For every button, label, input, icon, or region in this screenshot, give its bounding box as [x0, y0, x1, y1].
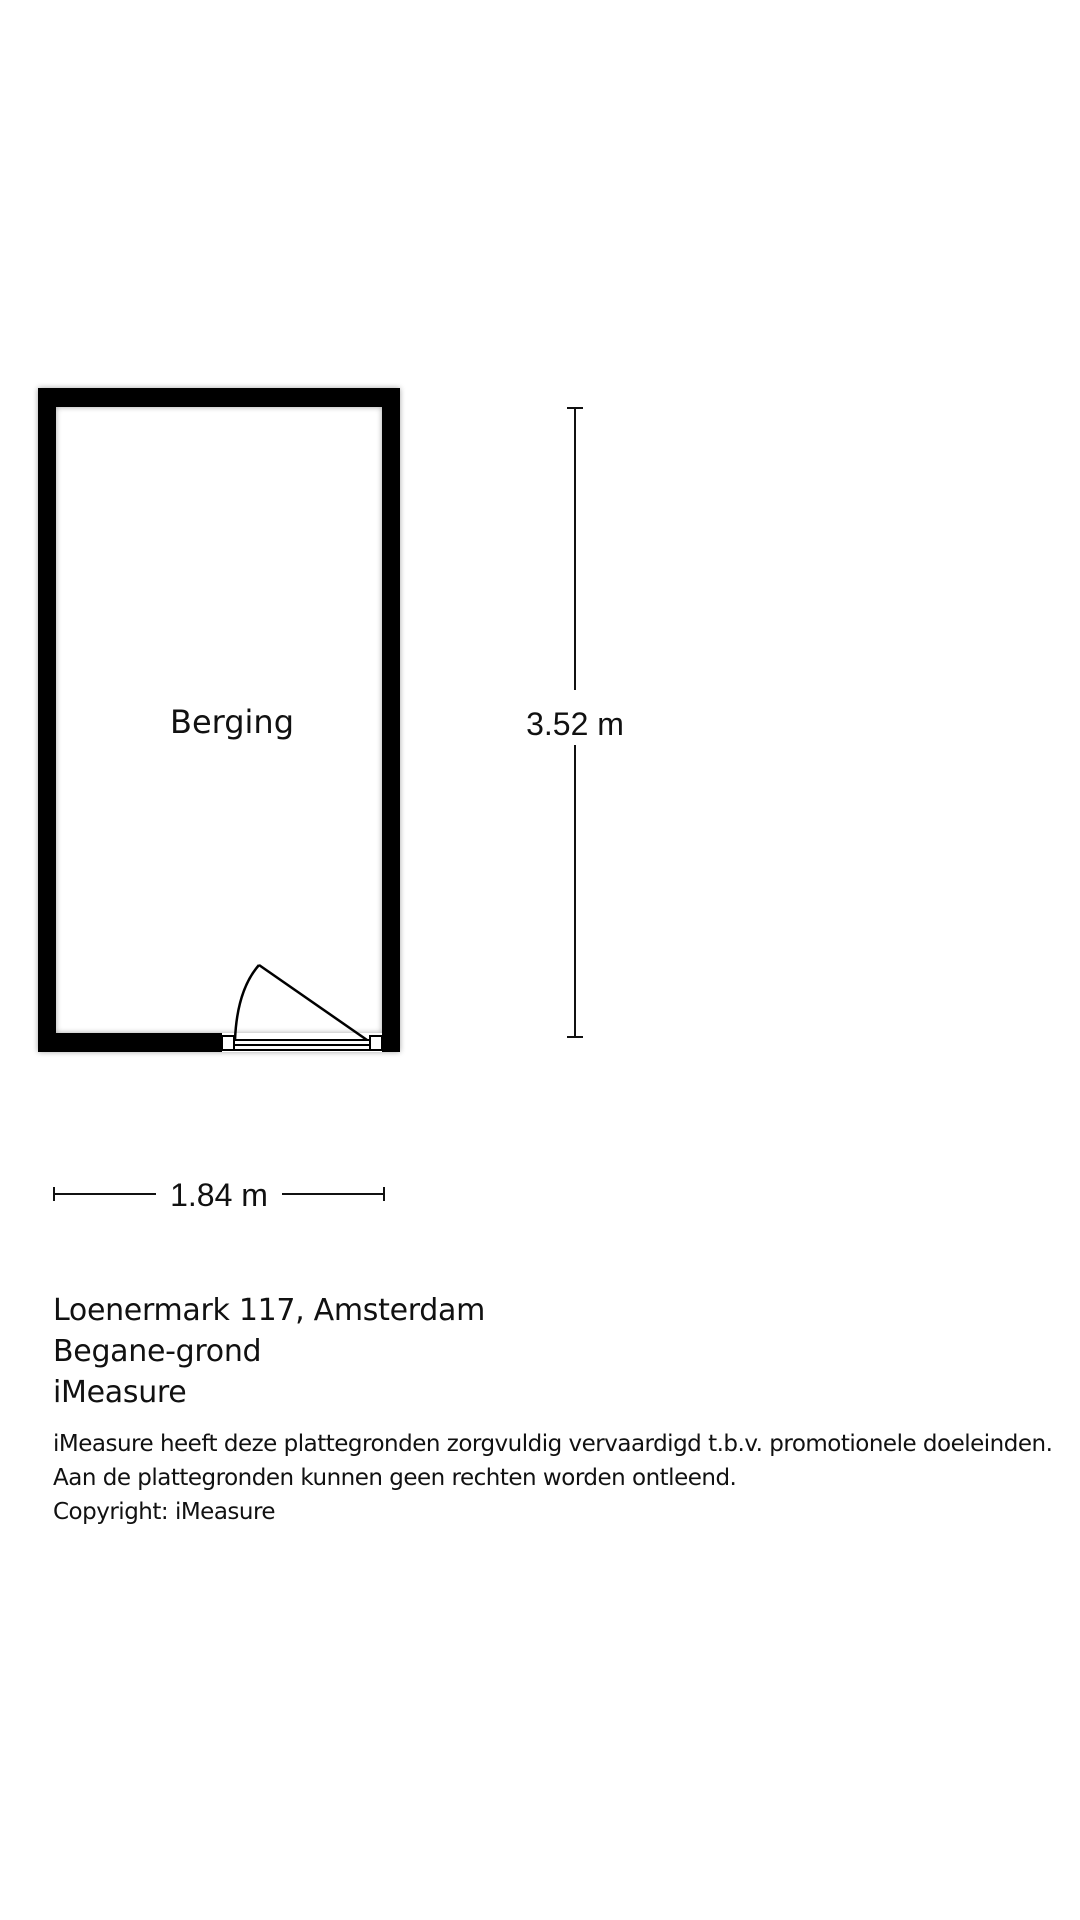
plan-info: [53, 1290, 1063, 1529]
company-name: iMeasure: [53, 1375, 187, 1410]
disclaimer-line: iMeasure heeft deze plattegronden zorgvuldig vervaardigd t.b.v. promotionele doeleinden.: [53, 1431, 1053, 1457]
door-swing-arc: [235, 965, 259, 1040]
floor-name: Begane-grond: [53, 1334, 262, 1369]
disclaimer-line: Aan de plattegronden kunnen geen rechten worden ontleend.: [53, 1465, 737, 1491]
copyright: Copyright: iMeasure: [53, 1499, 276, 1525]
width-dimension-label: 1.84 m: [170, 1177, 268, 1213]
height-dimension-label: 3.52 m: [526, 706, 624, 742]
door-jamb-right: [370, 1036, 382, 1050]
disclaimer: [53, 1427, 1063, 1529]
door-leaf: [259, 965, 367, 1040]
door: [222, 965, 382, 1052]
door-jamb-left: [222, 1036, 234, 1050]
room-label: Berging: [169, 703, 295, 741]
address: Loenermark 117, Amsterdam: [53, 1293, 486, 1328]
width-dimension: [54, 1177, 384, 1213]
height-dimension: [526, 408, 624, 1037]
